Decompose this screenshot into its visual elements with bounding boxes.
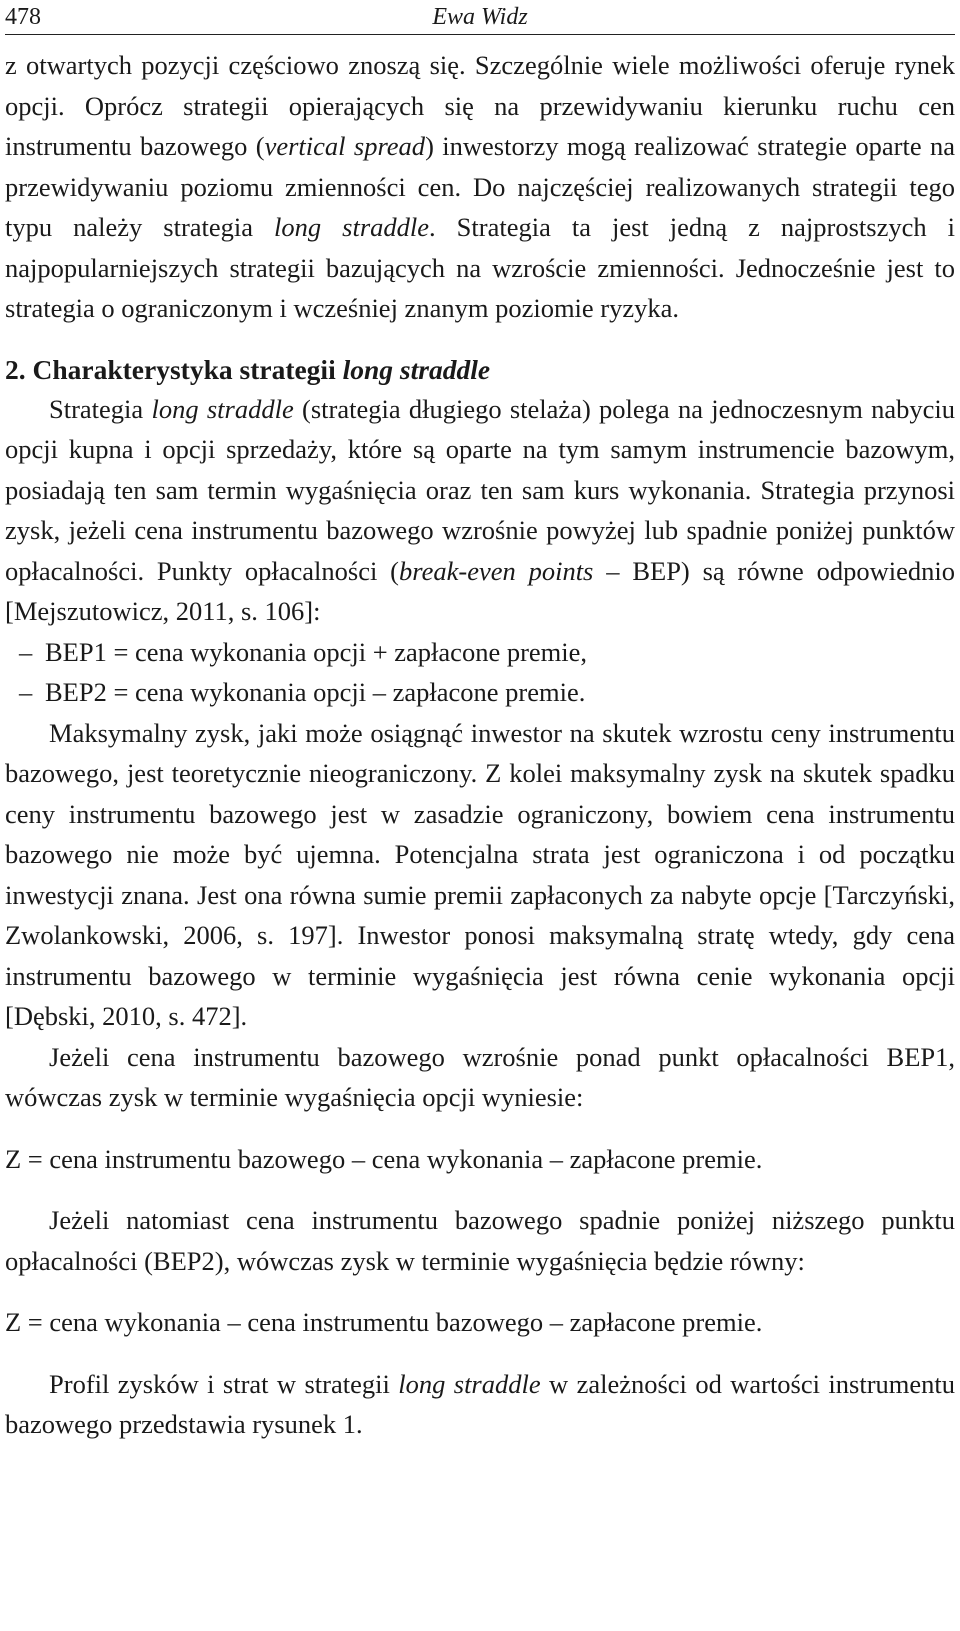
section-heading bbox=[5, 351, 955, 389]
para2-italic-1: long straddle bbox=[151, 393, 294, 424]
list-item bbox=[5, 672, 955, 713]
para2-text-1: Strategia bbox=[49, 393, 152, 424]
section-heading-italic: long straddle bbox=[342, 353, 491, 385]
bep2-paragraph: Jeżeli natomiast cena instrumentu bazowego spadnie poniżej niższego punktu opłacalności (BEP2), wówczas zysk w terminie wygaśnięcia będzie równy: bbox=[5, 1205, 955, 1276]
running-author: Ewa Widz bbox=[432, 4, 528, 30]
para6-text-2: w zależności od wartości instrumentu bazowego przedstawia rysunek 1. bbox=[5, 1368, 956, 1439]
intro-paragraph bbox=[5, 45, 955, 329]
bep-list bbox=[5, 632, 955, 713]
list-item bbox=[5, 632, 955, 673]
page-number: 478 bbox=[5, 4, 41, 30]
max-profit-paragraph: Maksymalny zysk, jaki może osiągnąć inwestor na skutek wzrostu ceny instrumentu bazowego, jest teoretycznie nieograniczony. Z kolei maksymalny zysk na skutek spadku ceny instrumentu bazowego jest w zasadzie ograniczony, bowiem cena instrumentu bazowego nie może być ujemna. Potencjalna strata jest ograniczona i od początku inwestycji znana. Jest ona równa sumie premii zapłaconych za nabyte opcje [Tarczyński, Zwolankowski, 2006, s. 197]. Inwestor ponosi maksymalną stratę wtedy, gdy cena instrumentu bazowego w terminie wygaśnięcia jest równa cenie wykonania opcji [Dębski, 2010, s. 472]. bbox=[5, 717, 955, 1031]
intro-italic-1: vertical spread bbox=[264, 131, 426, 161]
bep1-formula: BEP1 = cena wykonania opcji + zapłacone premie, bbox=[45, 636, 588, 667]
running-header bbox=[5, 0, 955, 35]
bep2-formula: BEP2 = cena wykonania opcji – zapłacone premie. bbox=[45, 677, 586, 707]
profit-formula-2: Z = cena wykonania – cena instrumentu bazowego – zapłacone premie. bbox=[5, 1307, 763, 1337]
para6-italic: long straddle bbox=[398, 1368, 541, 1399]
para6-text-1: Profil zysków i strat w strategii bbox=[49, 1368, 399, 1399]
para2-italic-2: break-even points bbox=[399, 555, 594, 586]
para2-text-2: (strategia długiego stelaża) polega na jednoczesnym nabyciu opcji kupna i opcji sprzedaży, które są oparte na tym samym instrumencie bazowym, posiadają ten sam termin wygaśnięcia oraz ten sam kurs wykonania. Strategia przynosi zysk, jeżeli cena instrumentu bazowego wzrośnie powyżej lub spadnie poniżej punktów opłacalności. Punkty opłacalności ( bbox=[5, 393, 955, 586]
list-dash: – bbox=[19, 677, 33, 707]
strategy-paragraph bbox=[5, 389, 955, 632]
bep1-paragraph: Jeżeli cena instrumentu bazowego wzrośnie ponad punkt opłacalności BEP1, wówczas zysk w terminie wygaśnięcia opcji wyniesie: bbox=[5, 1041, 955, 1112]
body-text bbox=[5, 45, 955, 1445]
intro-text-2: ) inwestorzy mogą realizować strategie oparte na przewidywaniu poziomu zmienności cen. Do najczęściej realizowanych strategii tego typu należy strategia bbox=[5, 131, 955, 242]
section-heading-text: 2. Charakterystyka strategii bbox=[5, 353, 343, 385]
intro-italic-2: long straddle bbox=[274, 212, 430, 242]
profit-formula-1: Z = cena instrumentu bazowego – cena wykonania – zapłacone premie. bbox=[5, 1143, 763, 1174]
intro-text-3: . Strategia ta jest jedną z najprostszych i najpopularniejszych strategii bazujących na wzroście zmienności. Jednocześnie jest to strategia o ograniczonym i wcześniej znanym poziomie ryzyka. bbox=[5, 212, 955, 323]
intro-text-1: z otwartych pozycji częściowo znoszą się. Szczególnie wiele możliwości oferuje rynek opcji. Oprócz strategii opierających się na przewidywaniu kierunku ruchu cen instrumentu bazowego ( bbox=[5, 50, 955, 161]
closing-paragraph bbox=[5, 1364, 955, 1445]
list-dash: – bbox=[19, 636, 33, 667]
para2-text-3: – BEP) są równe odpowiednio [Mejszutowicz, 2011, s. 106]: bbox=[5, 555, 955, 626]
